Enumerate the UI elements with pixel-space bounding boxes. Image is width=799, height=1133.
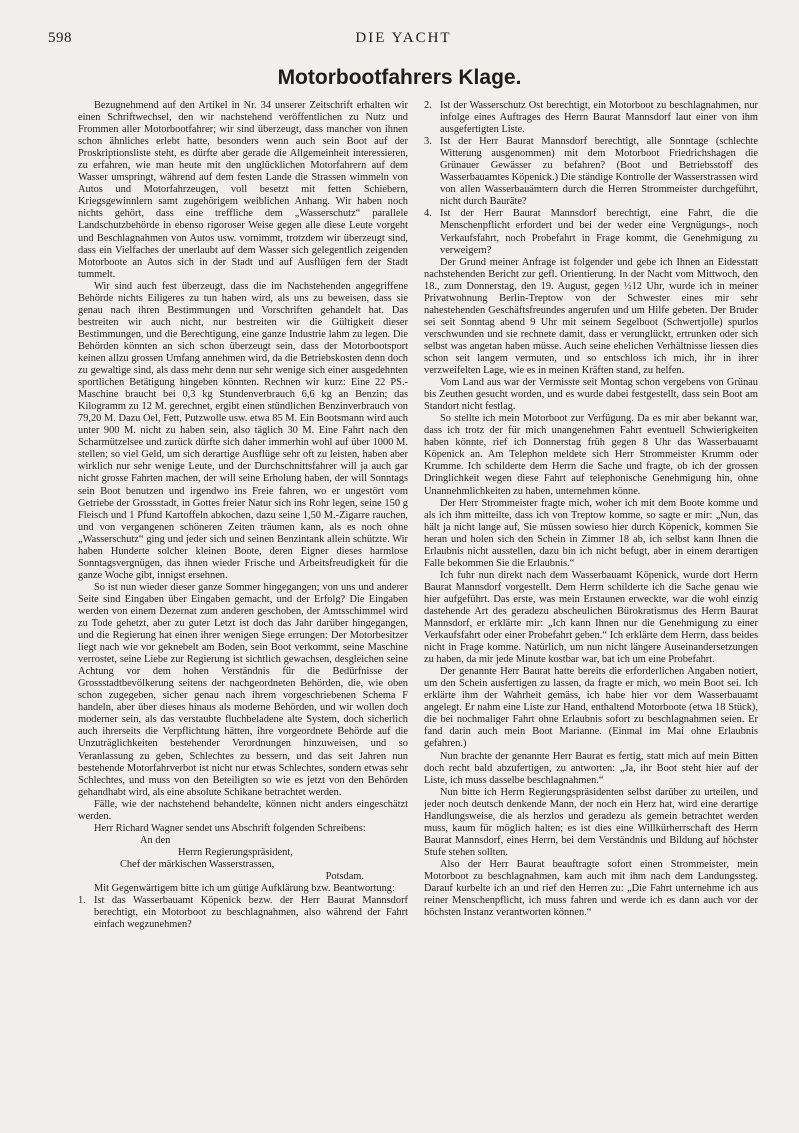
paragraph: Bezugnehmend auf den Artikel in Nr. 34 unserer Zeitschrift erhalten wir einen Schriftwechsel, den wir nachstehend veröffentlichen zu Nutz und Frommen aller Motorbootfahrer; wir sind überzeugt, dass mancher von ihnen schon ähnliches erlebt hatte, besonders wenn auch sein Boot auf der Proskriptionsliste steht, es dürfte aber gerade die Allgemeinheit interessieren, zu erfahren, wie man heute mit den unglücklichen Motorfahrern auf dem Wasser umspringt, während auf dem festen Lande die Strassen wimmeln von Autos und Motorfahrzeugen, voll besetzt mit fetten Schiebern, Kriegsgewinnlern samt zugehörigem weiblichen Anhang. Wir haben noch nichts gehört, dass eine treffliche dem „Wasserschutz“ parallele Landschutzbehörde in ebenso rigoroser Weise gegen alle diese Leute vorgeht und Beschlagnahmen von Autos usw. vornimmt, trotzdem wir überzeugt sind, dass ein Vielfaches der unerlaubt auf dem Wasser sich gelegentlich zeigenden Motorboote an Autos sich in der Stadt und auf Ausflügen fern der Stadt tummelt. [78,100,408,280]
paragraph: Der Herr Strommeister fragte mich, woher ich mit dem Boote komme und als ich ihm mitteilte, dass ich von Treptow komme, so sagte er mir: „Nun, das hält ja nicht lange auf, Sie müssen sowieso hier durch Köpenick, kommen Sie heran und holen sich den Schein in Zimmer 18 ab, ich selbst kann Ihnen die Erlaubnis nicht ausstellen, dazu bin ich nicht befugt, aber in einem derartigen Falle bekommen Sie die Erlaubnis.“ [424,497,758,569]
left-column [78,100,408,1120]
question-number: 2. [424,100,432,111]
question-text: Ist der Herr Baurat Mannsdorf berechtigt, eine Fahrt, die die Menschenpflicht erfordert und bei der weder eine Vergnügungs-, noch Verkaufsfahrt, noch Probefahrt in Frage kommt, die Genehmigung zu verweigern? [440,208,758,256]
article-title: Motorbootfahrers Klage. [277,66,522,89]
paragraph: Der genannte Herr Baurat hatte bereits die erforderlichen Angaben notiert, um den Schein ausfertigen zu lassen, da fragte er mich, wo mein Boot sei. Ich erklärte ihm der Wahrheit gemäss, ich habe hier vor dem Wasserbauamt angelegt. Er nahm eine Liste zur Hand, enthaltend Motorboote (etwa 18 Stück), die bei nochmaliger Fahrt ohne Erlaubnis sofort zu beschlagnahmen seien. Er fand darin auch mein Boot Marianne. (Einmal im Mai ohne Erlaubnis gefahren.) [424,666,758,750]
question-text: Ist das Wasserbauamt Köpenick bezw. der Herr Baurat Mannsdorf berechtigt, ein Motorboot zu beschlagnahmen, also während der Fahrt einfach wegzunehmen? [94,895,408,931]
question-item [424,136,758,208]
question-text: Ist der Herr Baurat Mannsdorf berechtigt, alle Sonntage (schlechte Witterung ausgenommen) mit dem Motorboot Friedrichshagen die Grünauer Gewässer zu befahren? (Boot und Betriebsstoff des Wasserbauamtes Köpenick.) Die ständige Kontrolle der Wasserstrassen wird von allen Wasserbauämtern durch die Herren Strommeister durchgeführt, nicht durch Bauräte? [440,136,758,208]
paragraph: Nun bitte ich Herrn Regierungspräsidenten selbst darüber zu urteilen, und jeder noch deutsch denkende Mann, der noch ein Herz hat, wird eine derartige Handlungsweise, die als herzlos und geradezu als gemein betrachtet werden muss, kaum für möglich halten; es ist dies eine Willkürherrschaft des Herrn Baurat Mannsdorf, eines Herrn, bei dem Verständnis und Bildung auf höchster Stufe stehen sollten. [424,786,758,858]
paragraph: Mit Gegenwärtigem bitte ich um gütige Aufklärung bzw. Beantwortung: [94,883,395,895]
right-column [424,100,758,1120]
address-line: Herrn Regierungspräsident, [178,846,293,858]
address-line: An den [140,834,171,846]
address-line: Potsdam. [325,871,364,882]
question-number: 4. [424,208,432,220]
paragraph: Fälle, wie der nachstehend behandelte, können nicht anders eingeschätzt werden. [78,798,408,822]
question-item [424,100,758,136]
paragraph: Vom Land aus war der Vermisste seit Montag schon vergebens von Grünau bis Zeuthen gesucht worden, und es wurde dabei festgestellt, dass sein Boot am Standort nicht festlag. [424,377,758,413]
journal-title: DIE YACHT [355,30,452,46]
question-text: Ist der Wasserschutz Ost berechtigt, ein Motorboot zu beschlagnahmen, nur infolge eines Auftrages des Herrn Baurat Mannsdorf laut einer von ihm ausgefertigten Liste. [440,100,758,136]
letter-address-block [78,835,408,883]
page-header [48,30,759,50]
paragraph: So stellte ich mein Motorboot zur Verfügung. Da es mir aber bekannt war, dass ich trotz der für mich unangenehmen Fahrt eventuell Schwierigkeiten haben könnte, rief ich Donnerstag früh gegen 8 Uhr das Wasserbauamt Köpenick an. Am Telephon meldete sich Herr Strommeister Krumm oder Krumme. Ich schilderte dem Herrn die Sache und fragte, ob ich der grossen Dringlichkeit wegen diese Fahrt auf telephonische Genehmigung hin, ohne Unannehmlichkeiten zu haben, unternehmen könne. [424,413,758,497]
paragraph: Ich fuhr nun direkt nach dem Wasserbauamt Köpenick, wurde dort Herrn Baurat Mannsdorf vorgestellt. Dem Herrn schilderte ich die Sache genau wie hier aufgeführt. Das erste, was mein Erstaunen erweckte, war die wohl einzig dastehende Art des geradezu abscheulichen Bürokratismus des Herrn Baurat Mannsdorf, er erklärte mir: „Ich kann Ihnen nur die Genehmigung zu einer Verkaufsfahrt oder einer Probefahrt geben.“ Ich erklärte dem Herrn, dass beides nicht in Frage komme. Natürlich, um nun nicht längere Auseinandersetzungen zu haben, da mir jede Minute kostbar war, bat ich um eine Probefahrt. [424,569,758,666]
address-line: Chef der märkischen Wasserstrassen, [120,858,275,870]
question-item [424,208,758,256]
question-item [78,895,408,931]
paragraph: Also der Herr Baurat beauftragte sofort einen Strommeister, mein Motorboot zu beschlagnahmen, kam auch mit ihm nach dem Landungssteg. Darauf kurbelte ich an und rief den Herren zu: „Die Fahrt unternehme ich aus reiner Menschenpflicht, ich muss fahren und werde ich es dann auch vor der höchsten Instanz verantworten können.“ [424,858,758,919]
question-number: 1. [78,895,86,907]
paragraph: Wir sind auch fest überzeugt, dass die im Nachstehenden angegriffene Behörde nichts Eiligeres zu tun haben wird, als uns zu beweisen, dass sie genau nach ihren Bestimmungen und Vorschriften gehandelt hat. Das bestreiten wir auch nicht, nur bestreiten wir die Gültigkeit dieser Bestimmungen, und die Berechtigung, eine ganze Industrie lahm zu legen. Die Behörden könnten an sich schon überzeugt sein, dass der Motorbootsport keinen allzu grossen Umfang annehmen wird, da die Betriebskosten denn doch zu gewaltige sind, als dass mehr denn nur sehr wenige sich einer ausgedehnten sportlichen Betätigung hingeben könnten. Rechnen wir kurz: Eine 22 PS.-Maschine braucht bei 0,3 kg Stundenverbrauch 6,6 kg an Benzin; das Kilogramm zu 12 M. gerechnet, ergibt einen stündlichen Benzinverbrauch von 79,20 M. Dazu Oel, Fett, Putzwolle usw. etwa 85 M. Ein Bootsmann wird auch unter 900 M. nicht zu haben sein, also täglich 30 M. Eine Fahrt nach den Scharmützelsee und zurück dürfte sich daher immerhin wohl auf über 1000 M. stellen; so viel Geld, um sich derartige Ausflüge sehr oft zu leisten, haben aber wirklich nur sehr wenige Leute, und der Durchschnittsfahrer will ja auch gar nicht grosse Fahrten machen, der will seine Erholung haben, der will Sonntags sein Boot benutzen und irgendwo ins Freie fahren, wo er ungestört vom Getriebe der Grossstadt, in Gottes freier Natur sich ins Rohr legen, seine 150 g Fleisch und 1 Pfund Kartoffeln abkochen, dazu seine 1,50 M.-Zigarre rauchen, und von vergangenen schöneren Zeiten träumen kann, als es noch ohne „Wasserschutz“ ging und jeder sich und seinen Benzintank allein schützte. Wir haben Hunderte solcher kleinen Boote, deren Eigner dieses harmlose Sonntagsvergnügen, das ihnen wieder Frische und Arbeitsfreudigkeit für die ganze Woche gibt, innigst ersehnen. [78,280,408,581]
paragraph: Herr Richard Wagner sendet uns Abschrift folgenden Schreibens: [94,822,366,834]
paragraph: So ist nun wieder dieser ganze Sommer hingegangen; von uns und anderer Seite sind Eingaben über Eingaben gemacht, und der Erfolg? Die Eingaben werden von einem Dezernat zum anderen geschoben, der Amtsschimmel wird zu Tode gehetzt, aber zu guter Letzt ist doch das Jahr darüber hingegangen, und die Regierung hat einen ihrer wenigen Siege errungen: Der Motorbesitzer liegt nach wie vor geknebelt am Boden, sein Boot verkommt, seine Maschine verrostet, seine Liebe zur Regierung ist sichtlich gewachsen, desgleichen seine Achtung vor dem hohen Verständnis für die Bedürfnisse der Grossstadtbevölkerung seitens der nachgeordneten Behörden, die, wie oben schon zugegeben, sicher genau nach ihrem vorgeschriebenen Schema F handeln, aber über dieses hinaus als moderne Behörden, und wir wollen doch moderner sein, als das verstaubte fluchbeladene alte System, doch sicherlich auch ihrerseits die Verpflichtung hätten, ihre vorgeordnete Behörde auf die Unzuträglichkeiten bestehender Verordnungen hinzuweisen, und so Veranlassung zu geben, Schlechtes zu bessern, und das seit Jahren nun bestehende Motorfahrverbot ist nicht nur etwas Schlechtes, sondern etwas sehr Schlechtes, und muss von den Beteiligten so wie es jetzt von den Behörden gehandhabt wird, als eine absolute Schikane betrachtet werden. [78,581,408,798]
paragraph: Der Grund meiner Anfrage ist folgender und gebe ich Ihnen an Eidesstatt nachstehenden Bericht zur gefl. Orientierung. In der Nacht vom Mittwoch, den 18., zum Donnerstag, den 19. August, gegen ½12 Uhr, wurde ich in meiner Privatwohnung Berlin-Treptow von der Schwester eines mir sehr nahestehenden Geschäftsfreundes angerufen und um Hilfe gebeten. Der Bruder sei seit Sonntag abend 9 Uhr mit seinem Segelboot (Schwertjolle) spurlos verschwunden und sie rechnete damit, dass er verunglückt, ertrunken oder sich selbst was angetan haben müsse. Auch seine ehelichen Verhältnisse liessen dies schon seit langem vermuten, und so entschloss ich mich, ihr in ihrer verzweifelten Lage, wie es in meinen Kräften stand, zu helfen. [424,256,758,377]
page-number: 598 [48,30,72,46]
paragraph: Nun brachte der genannte Herr Baurat es fertig, statt mich auf mein Bitten doch recht bald abzufertigen, zu antworten: „Ja, ihr Boot steht hier auf der Liste, ich muss dasselbe beschlagnahmen.“ [424,750,758,786]
question-number: 3. [424,136,432,148]
